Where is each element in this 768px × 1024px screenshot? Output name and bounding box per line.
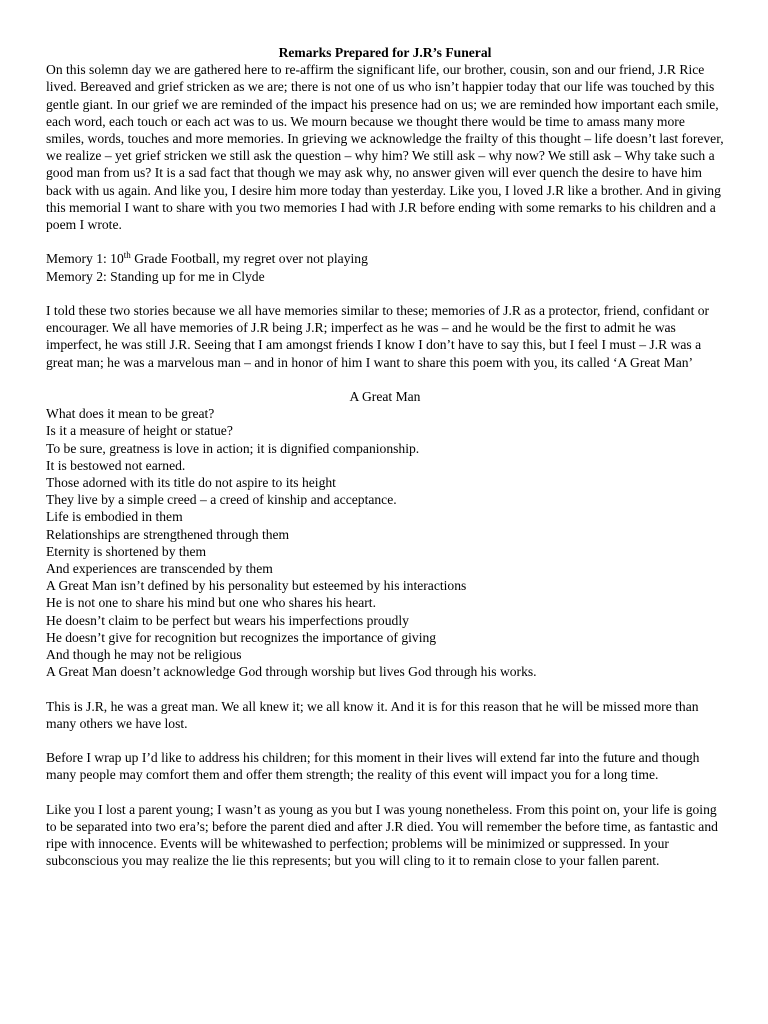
memories-list [46, 250, 724, 284]
poem-line: He doesn’t give for recognition but recognizes the importance of giving [46, 629, 437, 645]
intro-paragraph: On this solemn day we are gathered here to re-affirm the significant life, our brother, cousin, son and our friend, J.R Rice lived. Bereaved and grief stricken as we are; there is not one of us who isn’t happier today that our life was touched by this gentle giant. In our grief we are reminded of the impact his presence had on us; we are reminded how important each smile, each word, each touch or each act was to us. We mourn because we thought there would be time to amass many more smiles, words, touches and more memories. In grieving we acknowledge the frailty of this thought – life doesn’t last forever, we realize – yet grief stricken we still ask the question – why him? We still ask – why now? We still ask – Why take such a good man from us? It is a sad fact that though we may ask why, no answer given will ever quench the desire to have him back with us again. And like you, I desire him more today than yesterday. Like you, I loved J.R like a brother. And in giving this memorial I want to share with you two memories I had with J.R before ending with some remarks to his children and a poem I wrote. [46, 62, 724, 233]
poem-body [46, 405, 724, 680]
memory-2: Memory 2: Standing up for me in Clyde [46, 268, 265, 284]
poem-line: They live by a simple creed – a creed of kinship and acceptance. [46, 492, 397, 508]
poem-line: It is bestowed not earned. [46, 457, 186, 473]
great-man-paragraph: This is J.R, he was a great man. We all knew it; we all know it. And it is for this reason that he will be missed more than many others we have lost. [46, 698, 699, 731]
poem-line: He doesn’t claim to be perfect but wears his imperfections proudly [46, 612, 409, 628]
stories-paragraph: I told these two stories because we all have memories similar to these; memories of J.R as a protector, friend, confidant or encourager. We all have memories of J.R being J.R; imperfect as he was – and he would be the first to admit he was imperfect, he was still J.R. Seeing that I am amongst friends I know I don’t have to say this, but I feel I must – J.R was a great man; he was a marvelous man – and in honor of him I want to share this poem with you, its called ‘A Great Man’ [46, 303, 710, 370]
poem-line: To be sure, greatness is love in action; it is dignified companionship. [46, 440, 420, 456]
document-page [46, 44, 724, 870]
poem-line: And though he may not be religious [46, 647, 242, 663]
memory-1-suffix: Grade Football, my regret over not playing [130, 251, 368, 267]
poem-line: Relationships are strengthened through them [46, 526, 290, 542]
memory-1-prefix: Memory 1: 10 [46, 251, 124, 267]
poem-line: What does it mean to be great? [46, 406, 215, 422]
poem-line: Eternity is shortened by them [46, 543, 207, 559]
poem-line: A Great Man doesn’t acknowledge God through worship but lives God through his works. [46, 664, 537, 680]
poem-line: A Great Man isn’t defined by his personality but esteemed by his interactions [46, 578, 467, 594]
memory-1 [46, 250, 724, 267]
poem-line: And experiences are transcended by them [46, 561, 273, 577]
poem-title: A Great Man [349, 389, 421, 405]
parent-paragraph: Like you I lost a parent young; I wasn’t as young as you but I was young nonetheless. From this point on, your life is going to be separated into two era’s; before the parent died and after J.R died. You will remember the before time, as fantastic and ripe with innocence. Events will be whitewashed to perfection; problems will be minimized or suppressed. In your subconscious you may realize the lie this represents; but you will cling to it to remain close to your fallen parent. [46, 801, 718, 869]
children-paragraph: Before I wrap up I’d like to address his children; for this moment in their lives will extend far into the future and though many people may comfort them and offer them strength; the reality of this event will impact you for a long time. [46, 750, 700, 783]
poem-line: Life is embodied in them [46, 509, 183, 525]
poem-line: Those adorned with its title do not aspire to its height [46, 475, 336, 491]
poem-line: Is it a measure of height or statue? [46, 423, 233, 439]
poem-line: He is not one to share his mind but one who shares his heart. [46, 595, 376, 611]
memory-1-superscript: th [123, 250, 131, 261]
document-title: Remarks Prepared for J.R’s Funeral [278, 45, 492, 60]
